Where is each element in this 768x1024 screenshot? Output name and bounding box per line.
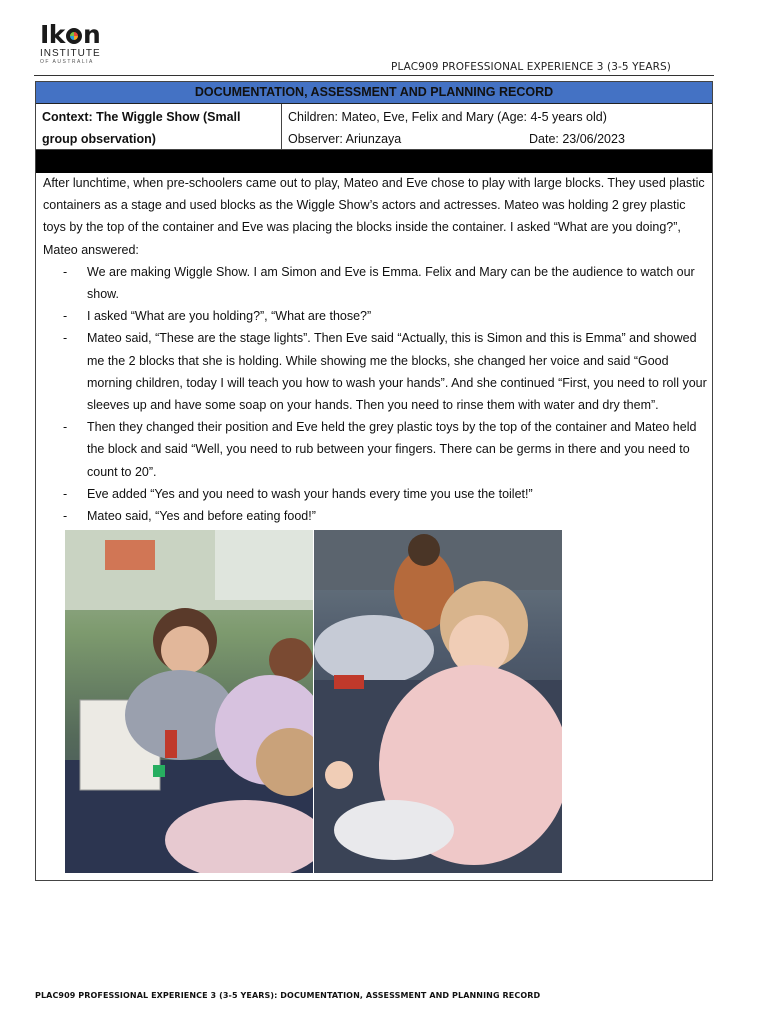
institute-logo: [40, 22, 130, 68]
header-divider: [34, 75, 714, 76]
course-header: PLAC909 PROFESSIONAL EXPERIENCE 3 (3-5 YEARS): [391, 61, 671, 73]
dash-marker: -: [63, 486, 68, 501]
context-cell: [36, 104, 282, 149]
logo-o-icon: [66, 28, 82, 44]
photo-children-playing-left: [65, 530, 313, 873]
observer-text: Observer: Ariunzaya: [288, 132, 402, 146]
list-item: [43, 261, 707, 305]
dash-marker: -: [63, 331, 68, 346]
observation-list: [43, 261, 707, 527]
list-item-text: Mateo said, “These are the stage lights”. Then Eve said “Actually, this is Simon and this is Emma” and showed me the 2 blocks that she is holding. While showing me the blocks, she changed her voice and said “Good morning children, today I will teach you how to wash your hands”. And she continued “First, you need to roll your sleeves up and have some soap on your hands. Then you need to rinse them with water and dry them”.: [87, 331, 707, 413]
observation-intro: After lunchtime, when pre-schoolers came out to play, Mateo and Eve chose to play with large blocks. They used plastic containers as a stage and used blocks as the Wiggle Show’s actors and actresses. Mateo was holding 2 grey plastic toys by the top of the container and Eve was placing the blocks inside the container. I asked “What are you doing?”, Mateo answered:: [43, 176, 705, 257]
details-cell: [282, 104, 712, 149]
list-item: [43, 505, 707, 527]
list-item: [43, 327, 707, 416]
photo-right-illustration: [314, 530, 562, 873]
list-item: [43, 305, 707, 327]
section-bar: [36, 150, 712, 173]
list-item-text: I asked “What are you holding?”, “What are those?”: [87, 309, 372, 324]
record-title: DOCUMENTATION, ASSESSMENT AND PLANNING RECORD: [36, 82, 712, 104]
context-row: [36, 104, 712, 150]
observation-text: [43, 172, 707, 527]
dash-marker: -: [63, 509, 68, 524]
context-line-1: Context: The Wiggle Show (Small: [42, 110, 241, 124]
logo-brand: Ik n: [40, 20, 101, 49]
dash-marker: -: [63, 309, 68, 324]
children-text: Children: Mateo, Eve, Felix and Mary (Age: 4-5 years old): [288, 110, 607, 124]
dash-marker: -: [63, 420, 68, 435]
context-line-2: group observation): [42, 132, 156, 146]
list-item-text: Then they changed their position and Eve held the grey plastic toys by the top of the container and Mateo held the block and said “Well, you need to rub between your fingers. There can be germs in there and you need to count to 20”.: [87, 420, 697, 479]
dash-marker: -: [63, 264, 68, 279]
photo-left-illustration: [65, 530, 313, 873]
page-footer: PLAC909 PROFESSIONAL EXPERIENCE 3 (3-5 YEARS): DOCUMENTATION, ASSESSMENT AND PLANNING RECORD: [35, 991, 541, 1000]
list-item-text: Eve added “Yes and you need to wash your hands every time you use the toilet!”: [87, 486, 533, 501]
logo-sub: INSTITUTE: [40, 48, 101, 59]
photo-children-playing-right: [314, 530, 562, 873]
logo-tiny: OF AUSTRALIA: [40, 59, 94, 65]
list-item-text: We are making Wiggle Show. I am Simon and Eve is Emma. Felix and Mary can be the audience to watch our show.: [87, 264, 695, 302]
list-item: [43, 416, 707, 483]
list-item: [43, 483, 707, 505]
list-item-text: Mateo said, “Yes and before eating food!”: [87, 509, 316, 524]
date-text: Date: 23/06/2023: [529, 132, 625, 146]
